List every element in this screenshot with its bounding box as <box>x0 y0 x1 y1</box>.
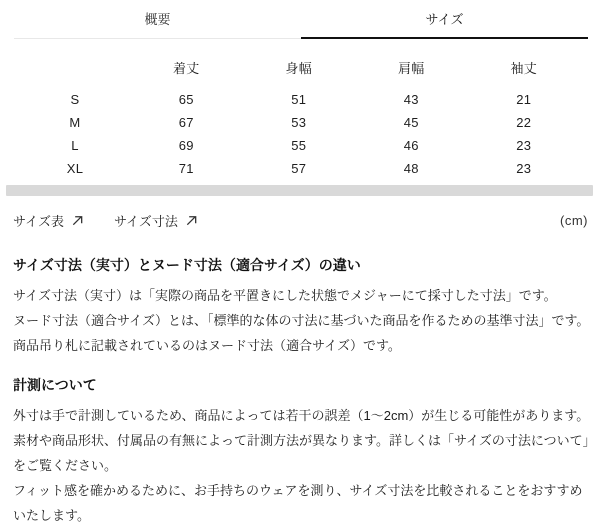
table-row <box>20 88 580 111</box>
size-label: S <box>70 92 80 107</box>
cell-value: 53 <box>291 115 307 130</box>
column-header-sleeve-length: 袖丈 <box>510 60 538 76</box>
section-text-line: ヌード寸法（適合サイズ）とは、「標準的な体の寸法に基づいた商品を作るための基準寸法」です。 <box>13 313 590 328</box>
section-text-line: フィット感を確かめるために、お手持ちのウェアを測り、サイズ寸法を比較されることをおすすめいたします。 <box>13 483 583 523</box>
unit-label: (cm) <box>560 212 588 228</box>
column-header-body-length: 着丈 <box>172 60 200 76</box>
size-chart-link[interactable] <box>13 211 84 230</box>
cell-value: 22 <box>516 115 532 130</box>
size-label: XL <box>66 161 84 176</box>
table-row <box>20 134 580 157</box>
cell-value: 23 <box>516 138 532 153</box>
tab-size-label: サイズ <box>425 12 464 27</box>
cell-value: 65 <box>178 92 194 107</box>
cell-value: 71 <box>178 161 194 176</box>
section-text-line: 素材や商品形状、付属品の有無によって計測方法が異なります。詳しくは「サイズの寸法について」をご覧ください。 <box>13 433 590 473</box>
cell-value: 55 <box>291 138 307 153</box>
cell-value: 23 <box>516 161 532 176</box>
size-table <box>20 55 580 180</box>
table-horizontal-scrollbar[interactable] <box>6 185 593 196</box>
cell-value: 69 <box>178 138 194 153</box>
links-row <box>13 210 588 230</box>
section-text-line: サイズ寸法（実寸）は「実際の商品を平置きにした状態でメジャーにて採寸した寸法」です。 <box>13 288 557 303</box>
column-header-body-width: 身幅 <box>285 60 313 76</box>
cell-value: 21 <box>516 92 532 107</box>
cell-value: 57 <box>291 161 307 176</box>
section-heading: サイズ寸法（実寸）とヌード寸法（適合サイズ）の違い <box>13 257 361 273</box>
external-link-arrow-icon <box>185 214 198 227</box>
section-heading: 計測について <box>13 377 97 393</box>
size-chart-link-label: サイズ表 <box>13 213 64 229</box>
size-spec-link-label: サイズ寸法 <box>113 213 178 229</box>
external-link-arrow-icon <box>71 214 84 227</box>
size-table-header-row <box>20 55 580 79</box>
section-size-spec-difference <box>13 255 592 358</box>
detail-tabs <box>14 0 588 39</box>
section-text-line: 外寸は手で計測しているため、商品によっては若干の誤差（1～2cm）が生じる可能性があります。 <box>13 408 590 423</box>
tab-size[interactable] <box>301 0 588 39</box>
cell-value: 43 <box>403 92 419 107</box>
size-spec-link[interactable] <box>114 211 198 230</box>
tab-overview[interactable] <box>14 0 301 39</box>
table-row <box>20 111 580 134</box>
cell-value: 46 <box>403 138 419 153</box>
section-text-line: 商品吊り札に記載されているのはヌード寸法（適合サイズ）です。 <box>13 338 401 353</box>
size-label: M <box>69 115 81 130</box>
cell-value: 45 <box>403 115 419 130</box>
cell-value: 67 <box>178 115 194 130</box>
table-row <box>20 157 580 180</box>
cell-value: 48 <box>403 161 419 176</box>
size-label: L <box>71 138 79 153</box>
cell-value: 51 <box>291 92 307 107</box>
tab-overview-label: 概要 <box>144 11 171 27</box>
column-header-shoulder-width: 肩幅 <box>397 60 425 76</box>
section-measurement <box>13 375 592 528</box>
